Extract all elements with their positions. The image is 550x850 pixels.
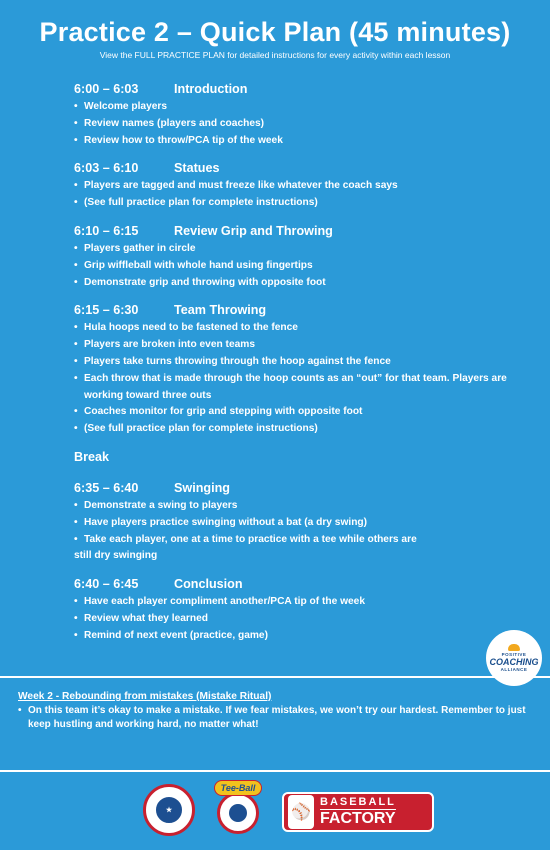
bullet: • bbox=[74, 339, 78, 351]
bullet: • bbox=[74, 276, 78, 288]
item-text: Review what they learned bbox=[84, 612, 208, 624]
list-item-continuation: still dry swinging bbox=[74, 550, 158, 562]
block-items bbox=[74, 99, 544, 149]
list-item bbox=[74, 337, 544, 354]
tee-ball-logo bbox=[208, 780, 268, 838]
list-item bbox=[74, 99, 544, 116]
bullet: • bbox=[74, 197, 78, 209]
list-item bbox=[74, 532, 544, 549]
list-item bbox=[74, 195, 544, 212]
list-item bbox=[74, 116, 544, 133]
bullet: • bbox=[74, 180, 78, 192]
pca-ball-icon bbox=[508, 644, 520, 651]
item-text: (See full practice plan for complete instructions) bbox=[84, 197, 318, 209]
bullet: • bbox=[74, 242, 78, 254]
bullet: • bbox=[74, 117, 78, 129]
block-items bbox=[74, 498, 544, 565]
list-item bbox=[74, 628, 544, 645]
week-text bbox=[18, 704, 538, 732]
bullet: • bbox=[74, 533, 78, 545]
block-items bbox=[74, 178, 544, 212]
schedule-block-conclusion bbox=[74, 575, 544, 644]
bullet: • bbox=[74, 134, 78, 146]
block-time: 6:15 – 6:30 bbox=[74, 303, 139, 318]
bullet: • bbox=[74, 423, 78, 435]
baseball-factory-logo bbox=[282, 792, 434, 832]
block-name: Conclusion bbox=[174, 577, 243, 592]
list-item bbox=[74, 515, 544, 532]
bullet: • bbox=[74, 322, 78, 334]
week-text-body: On this team it’s okay to make a mistake. If we fear mistakes, we won’t try our hardest. Remember to just keep hustling and working hard, no matter what! bbox=[28, 705, 526, 730]
block-heading bbox=[74, 80, 544, 99]
item-text: Have players practice swinging without a bat (a dry swing) bbox=[84, 516, 368, 528]
item-text: Review names (players and coaches) bbox=[84, 117, 265, 129]
item-text: Demonstrate grip and throwing with opposite foot bbox=[84, 276, 326, 288]
block-name: Swinging bbox=[174, 480, 230, 495]
item-text: Coaches monitor for grip and stepping with opposite foot bbox=[84, 406, 363, 418]
footer-logos bbox=[0, 778, 550, 840]
item-text: Grip wiffleball with whole hand using fingertips bbox=[84, 259, 313, 271]
bullet: • bbox=[74, 499, 78, 511]
bullet: • bbox=[74, 596, 78, 608]
bullet: • bbox=[74, 629, 78, 641]
pca-logo-bottom-text: ALLIANCE bbox=[500, 667, 528, 672]
bullet: • bbox=[74, 372, 78, 384]
bullet: • bbox=[74, 516, 78, 528]
item-text: Players are broken into even teams bbox=[84, 339, 256, 351]
baseball-factory-line2: FACTORY bbox=[320, 810, 396, 827]
block-heading bbox=[74, 159, 544, 178]
list-item bbox=[74, 611, 544, 628]
item-text: (See full practice plan for complete instructions) bbox=[84, 423, 318, 435]
block-time: 6:03 – 6:10 bbox=[74, 161, 139, 176]
block-time: 6:40 – 6:45 bbox=[74, 577, 139, 592]
list-item bbox=[74, 178, 544, 195]
item-text: Welcome players bbox=[84, 101, 168, 112]
bullet: • bbox=[74, 406, 78, 418]
little-league-emblem-icon: ★ bbox=[154, 795, 184, 825]
bullet: • bbox=[74, 101, 78, 112]
list-item bbox=[74, 241, 544, 258]
list-item bbox=[74, 354, 544, 371]
list-item bbox=[74, 404, 544, 421]
bullet: • bbox=[74, 612, 78, 624]
schedule-block-team-throwing bbox=[74, 301, 544, 438]
schedule-block-introduction bbox=[74, 80, 544, 149]
item-text: Players are tagged and must freeze like whatever the coach says bbox=[84, 180, 398, 192]
block-heading bbox=[74, 479, 544, 498]
divider-bottom bbox=[0, 770, 550, 772]
baseball-factory-text bbox=[320, 796, 396, 828]
schedule bbox=[74, 80, 544, 655]
schedule-block-grip-throwing bbox=[74, 222, 544, 291]
item-text: Players gather in circle bbox=[84, 242, 196, 254]
page-subtitle: View the FULL PRACTICE PLAN for detailed instructions for every activity within each lesson bbox=[99, 50, 451, 60]
tee-ball-emblem-icon bbox=[217, 792, 259, 834]
item-text: Remind of next event (practice, game) bbox=[84, 629, 268, 641]
little-league-logo bbox=[143, 784, 195, 836]
block-items bbox=[74, 241, 544, 291]
block-name: Review Grip and Throwing bbox=[174, 223, 333, 238]
block-name: Team Throwing bbox=[174, 303, 267, 318]
item-text: Each throw that is made through the hoop counts as an “out” for that team. Players are working toward three outs bbox=[84, 372, 507, 401]
list-item bbox=[74, 258, 544, 275]
baseball-factory-line1: BASEBALL bbox=[320, 796, 396, 808]
schedule-block-statues bbox=[74, 159, 544, 212]
pca-logo-main-text: COACHING bbox=[489, 657, 539, 667]
item-text: Hula hoops need to be fastened to the fence bbox=[84, 322, 298, 334]
block-heading bbox=[74, 575, 544, 594]
divider-top bbox=[0, 676, 550, 678]
item-text: Take each player, one at a time to practice with a tee while others are bbox=[84, 533, 417, 545]
block-time: 6:00 – 6:03 bbox=[74, 82, 139, 96]
bullet: • bbox=[74, 259, 78, 271]
block-items bbox=[74, 320, 544, 438]
item-text: Review how to throw/PCA tip of the week bbox=[84, 134, 283, 146]
block-heading bbox=[74, 222, 544, 241]
list-item bbox=[74, 421, 544, 438]
item-text: Players take turns throwing through the hoop against the fence bbox=[84, 355, 391, 367]
page-title: Practice 2 – Quick Plan (45 minutes) bbox=[39, 17, 511, 47]
schedule-block-swinging bbox=[74, 479, 544, 565]
block-heading bbox=[74, 301, 544, 320]
break-label: Break bbox=[74, 449, 110, 464]
block-time: 6:35 – 6:40 bbox=[74, 480, 139, 495]
block-items bbox=[74, 594, 544, 644]
week-title: Week 2 - Rebounding from mistakes (Mistake Ritual) bbox=[18, 691, 272, 702]
block-name: Introduction bbox=[174, 82, 248, 96]
pca-logo-top-text: POSITIVE bbox=[501, 652, 527, 657]
week-section bbox=[18, 690, 538, 732]
list-item bbox=[74, 133, 544, 150]
header bbox=[0, 0, 550, 61]
item-text: Demonstrate a swing to players bbox=[84, 499, 238, 511]
bullet: • bbox=[18, 705, 22, 716]
block-time: 6:10 – 6:15 bbox=[74, 223, 139, 238]
list-item bbox=[74, 498, 544, 515]
item-text: Have each player compliment another/PCA tip of the week bbox=[84, 596, 365, 608]
block-name: Statues bbox=[174, 161, 220, 176]
list-item bbox=[74, 594, 544, 611]
list-item bbox=[74, 320, 544, 337]
batter-icon: ⚾ bbox=[288, 795, 314, 829]
list-item bbox=[74, 371, 544, 405]
bullet: • bbox=[74, 355, 78, 367]
tee-ball-banner: Tee-Ball bbox=[214, 780, 262, 796]
list-item bbox=[74, 275, 544, 292]
